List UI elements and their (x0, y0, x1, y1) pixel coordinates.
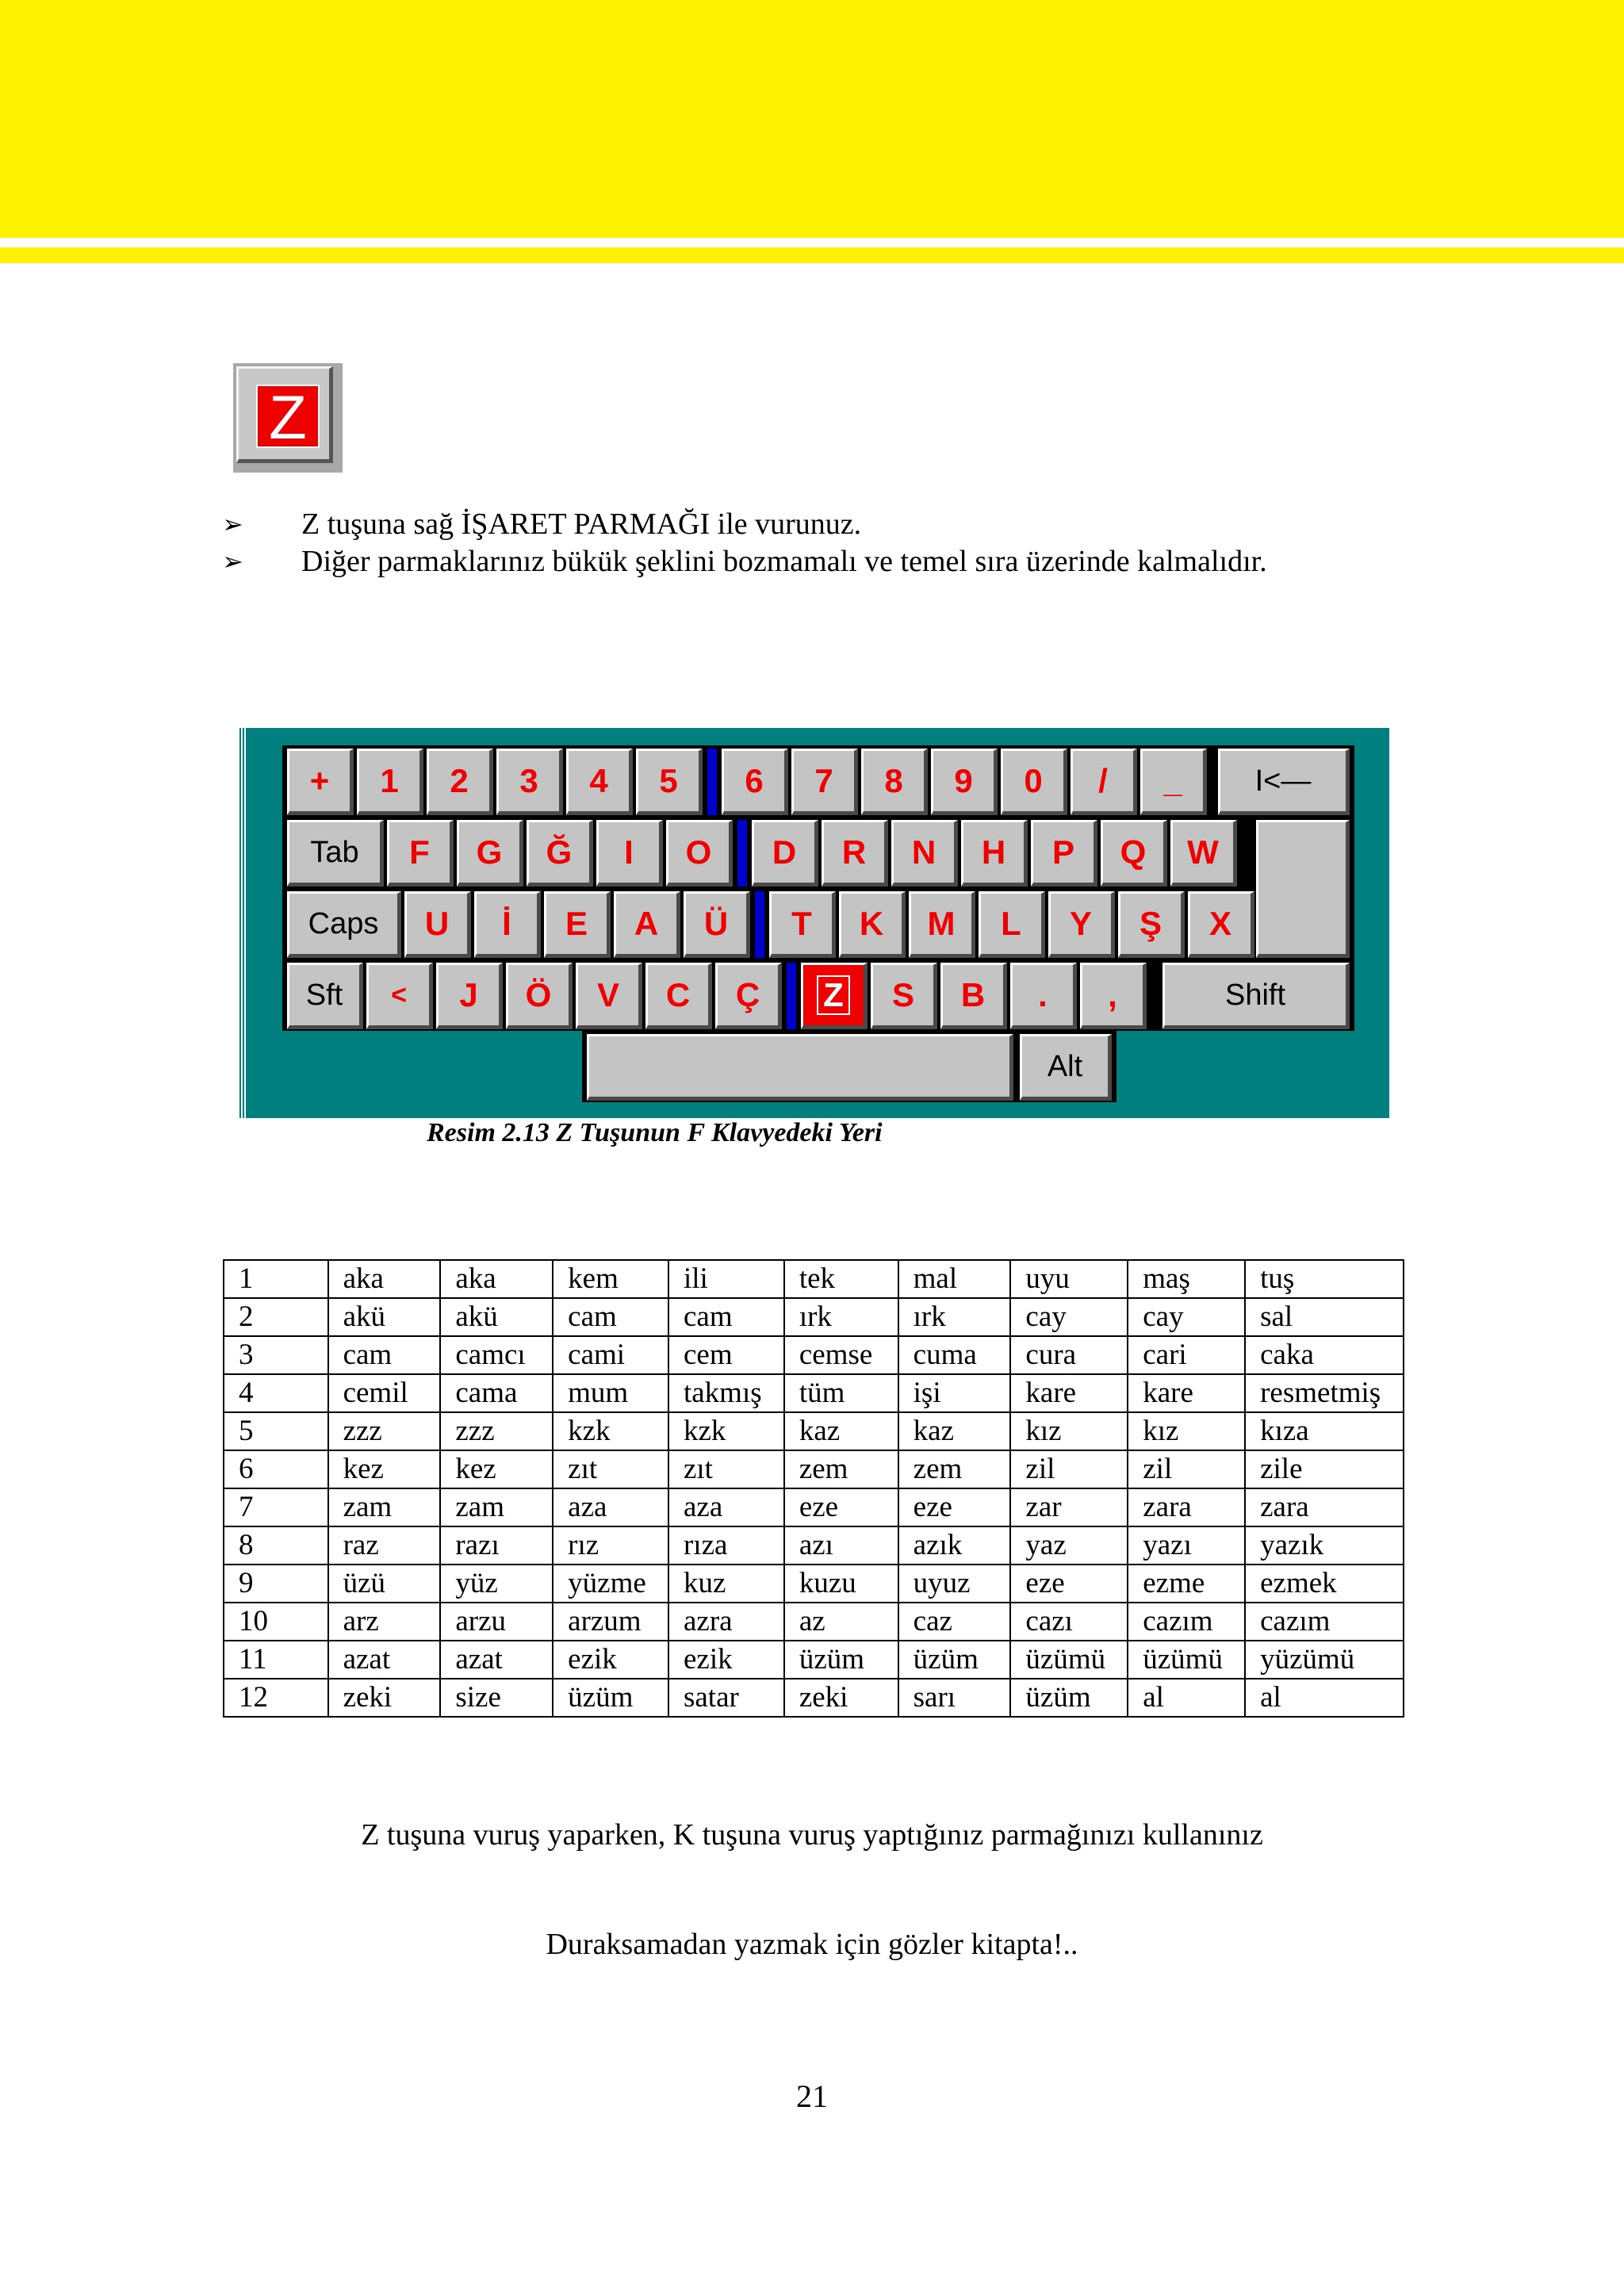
z-key-face: Z (256, 385, 320, 448)
word-cell: satar (668, 1679, 784, 1717)
word-cell: razı (440, 1526, 553, 1565)
hand-separator (737, 820, 747, 887)
word-cell: mum (553, 1374, 668, 1412)
word-cell: tüm (784, 1374, 898, 1412)
key-underscore: _ (1140, 749, 1207, 815)
word-cell: azık (898, 1526, 1011, 1565)
word-cell: uyuz (898, 1565, 1011, 1603)
word-cell: yüzümü (1245, 1641, 1404, 1679)
word-cell: maş (1128, 1260, 1245, 1298)
row-number-cell: 2 (224, 1298, 328, 1336)
word-cell: üzümü (1010, 1641, 1128, 1679)
z-key-icon (233, 363, 343, 473)
word-cell: azra (668, 1603, 784, 1641)
key-d: D (752, 820, 818, 887)
hand-separator (707, 749, 717, 815)
word-cell: zara (1128, 1488, 1245, 1526)
word-cell: cama (440, 1374, 553, 1412)
key-z-highlighted (801, 963, 868, 1029)
key-n: N (891, 820, 958, 887)
word-cell: kız (1128, 1412, 1245, 1450)
word-cell: zam (328, 1488, 441, 1526)
word-cell: azı (784, 1526, 898, 1565)
key-space (587, 1034, 1013, 1101)
key-dotted-i: İ (474, 891, 541, 958)
key-c-cedilla: Ç (715, 963, 782, 1029)
word-cell: yazık (1245, 1526, 1404, 1565)
word-cell: resmetmiş (1245, 1374, 1404, 1412)
word-cell: eze (898, 1488, 1011, 1526)
key-h: H (961, 820, 1028, 887)
key-b: B (940, 963, 1007, 1029)
key-y: Y (1048, 891, 1115, 958)
table-row (224, 1260, 1404, 1298)
word-cell: cam (553, 1298, 668, 1336)
word-cell: yüzme (553, 1565, 668, 1603)
word-cell: aka (440, 1260, 553, 1298)
word-cell: akü (328, 1298, 441, 1336)
word-cell: cay (1010, 1298, 1128, 1336)
word-cell: zıt (668, 1450, 784, 1488)
word-cell: sal (1245, 1298, 1404, 1336)
key-dotless-i: I (596, 820, 663, 887)
key-backspace: I<— (1218, 749, 1350, 815)
word-cell: cemil (328, 1374, 441, 1412)
table-row (224, 1374, 1404, 1412)
word-cell: al (1128, 1679, 1245, 1717)
row-number-cell: 1 (224, 1260, 328, 1298)
key-m: M (909, 891, 975, 958)
word-cell: raz (328, 1526, 441, 1565)
row-number-cell: 6 (224, 1450, 328, 1488)
key-8: 8 (861, 749, 928, 815)
row-number-cell: 8 (224, 1526, 328, 1565)
key-q: Q (1101, 820, 1167, 887)
key-x: X (1188, 891, 1254, 958)
key-enter (1256, 820, 1350, 958)
key-v: V (576, 963, 642, 1029)
key-e: E (544, 891, 611, 958)
row-number-cell: 11 (224, 1641, 328, 1679)
key-u-umlaut: Ü (684, 891, 750, 958)
hand-separator (787, 963, 796, 1029)
word-cell: rıza (668, 1526, 784, 1565)
word-cell: kez (440, 1450, 553, 1488)
table-row (224, 1450, 1404, 1488)
figure-caption: Resim 2.13 Z Tuşunun F Klavyedeki Yeri (427, 1118, 883, 1147)
word-cell: kuz (668, 1565, 784, 1603)
arrow-bullet-icon: ➢ (222, 546, 243, 576)
word-cell: sarı (898, 1679, 1011, 1717)
word-cell: cay (1128, 1298, 1245, 1336)
row-number-cell: 7 (224, 1488, 328, 1526)
word-cell: cemse (784, 1336, 898, 1374)
word-cell: cem (668, 1336, 784, 1374)
key-period: . (1010, 963, 1077, 1029)
key-caps: Caps (287, 891, 401, 958)
word-cell: zıt (553, 1450, 668, 1488)
list-item (222, 506, 1267, 543)
key-u: U (404, 891, 471, 958)
word-cell: azat (328, 1641, 441, 1679)
key-r: R (822, 820, 888, 887)
word-cell: zem (784, 1450, 898, 1488)
key-s: S (871, 963, 937, 1029)
z-key-rim (236, 366, 333, 463)
word-cell: cam (668, 1298, 784, 1336)
key-g: G (457, 820, 523, 887)
word-cell: kzk (668, 1412, 784, 1450)
word-cell: camcı (440, 1336, 553, 1374)
key-g-breve: Ğ (527, 820, 593, 887)
table-row (224, 1526, 1404, 1565)
table-row (224, 1298, 1404, 1336)
key-c: C (645, 963, 712, 1029)
key-slash: / (1071, 749, 1137, 815)
hand-separator (755, 891, 764, 958)
key-4: 4 (566, 749, 633, 815)
word-cell: size (440, 1679, 553, 1717)
word-cell: ezik (668, 1641, 784, 1679)
key-tab: Tab (287, 820, 384, 887)
key-o-umlaut: Ö (506, 963, 573, 1029)
word-cell: kaz (784, 1412, 898, 1450)
word-cell: ezme (1128, 1565, 1245, 1603)
word-cell: tuş (1245, 1260, 1404, 1298)
word-cell: zam (440, 1488, 553, 1526)
word-cell: aka (328, 1260, 441, 1298)
word-cell: zzz (440, 1412, 553, 1450)
word-cell: akü (440, 1298, 553, 1336)
word-cell: üzü (328, 1565, 441, 1603)
key-t: T (769, 891, 836, 958)
key-right-shift: Shift (1162, 963, 1350, 1029)
key-s-cedilla: Ş (1118, 891, 1185, 958)
word-cell: kez (328, 1450, 441, 1488)
row-number-cell: 12 (224, 1679, 328, 1717)
word-cell: zile (1245, 1450, 1404, 1488)
word-cell: üzümü (1128, 1641, 1245, 1679)
list-item (222, 543, 1267, 580)
word-cell: kare (1128, 1374, 1245, 1412)
word-cell: kem (553, 1260, 668, 1298)
word-cell: arzu (440, 1603, 553, 1641)
word-cell: aza (553, 1488, 668, 1526)
row-number-cell: 9 (224, 1565, 328, 1603)
word-cell: kuzu (784, 1565, 898, 1603)
word-cell: zem (898, 1450, 1011, 1488)
bullet-text: Z tuşuna sağ İŞARET PARMAĞI ile vurunuz. (301, 507, 862, 541)
word-cell: yüz (440, 1565, 553, 1603)
word-cell: zeki (784, 1679, 898, 1717)
word-cell: caka (1245, 1336, 1404, 1374)
key-3: 3 (496, 749, 563, 815)
practice-word-table (223, 1259, 1404, 1718)
key-7: 7 (791, 749, 858, 815)
word-cell: cam (328, 1336, 441, 1374)
key-k: K (839, 891, 906, 958)
instruction-list (222, 506, 1267, 580)
key-j: J (436, 963, 503, 1029)
word-cell: az (784, 1603, 898, 1641)
yellow-stripe (0, 247, 1624, 263)
table-row (224, 1603, 1404, 1641)
word-cell: üzüm (1010, 1679, 1128, 1717)
key-5: 5 (636, 749, 703, 815)
word-cell: zil (1010, 1450, 1128, 1488)
table-row (224, 1412, 1404, 1450)
word-cell: arzum (553, 1603, 668, 1641)
word-cell: ırk (898, 1298, 1011, 1336)
row-number-cell: 5 (224, 1412, 328, 1450)
table-row (224, 1336, 1404, 1374)
word-cell: ezmek (1245, 1565, 1404, 1603)
word-cell: aza (668, 1488, 784, 1526)
word-cell: yaz (1010, 1526, 1128, 1565)
word-cell: kare (1010, 1374, 1128, 1412)
f-keyboard-figure (238, 728, 1389, 1118)
key-less-than: < (366, 963, 433, 1029)
word-cell: eze (784, 1488, 898, 1526)
word-cell: zara (1245, 1488, 1404, 1526)
key-o: O (666, 820, 733, 887)
eyes-on-book-note: Duraksamadan yazmak için gözler kitapta!.. (546, 1928, 1078, 1961)
word-cell: cami (553, 1336, 668, 1374)
key-l: L (979, 891, 1045, 958)
word-cell: cari (1128, 1336, 1245, 1374)
table-row (224, 1565, 1404, 1603)
key-f: F (387, 820, 454, 887)
row-number-cell: 3 (224, 1336, 328, 1374)
key-w: W (1170, 820, 1237, 887)
table-row (224, 1488, 1404, 1526)
word-cell: üzüm (898, 1641, 1011, 1679)
word-cell: mal (898, 1260, 1011, 1298)
key-6: 6 (722, 749, 788, 815)
top-yellow-banner (0, 0, 1624, 238)
row-number-cell: 4 (224, 1374, 328, 1412)
word-cell: zzz (328, 1412, 441, 1450)
word-cell: zeki (328, 1679, 441, 1717)
key-a: A (614, 891, 680, 958)
word-cell: rız (553, 1526, 668, 1565)
word-cell: al (1245, 1679, 1404, 1717)
word-cell: uyu (1010, 1260, 1128, 1298)
arrow-bullet-icon: ➢ (222, 509, 243, 539)
key-comma: , (1080, 963, 1147, 1029)
key-9: 9 (931, 749, 998, 815)
word-cell: kız (1010, 1412, 1128, 1450)
word-cell: üzüm (553, 1679, 668, 1717)
word-cell: üzüm (784, 1641, 898, 1679)
word-cell: cazım (1245, 1603, 1404, 1641)
key-left-shift: Sft (287, 963, 363, 1029)
key-plus: + (287, 749, 354, 815)
word-cell: yazı (1128, 1526, 1245, 1565)
word-cell: tek (784, 1260, 898, 1298)
key-alt: Alt (1020, 1034, 1112, 1101)
word-cell: zar (1010, 1488, 1128, 1526)
row-number-cell: 10 (224, 1603, 328, 1641)
word-cell: kıza (1245, 1412, 1404, 1450)
word-cell: ırk (784, 1298, 898, 1336)
keyboard-edge-lines (238, 728, 247, 1118)
word-cell: işi (898, 1374, 1011, 1412)
word-cell: cura (1010, 1336, 1128, 1374)
key-1: 1 (357, 749, 423, 815)
key-z-label: Z (817, 975, 850, 1015)
word-cell: cuma (898, 1336, 1011, 1374)
word-cell: zil (1128, 1450, 1245, 1488)
word-cell: azat (440, 1641, 553, 1679)
word-cell: kzk (553, 1412, 668, 1450)
word-cell: kaz (898, 1412, 1011, 1450)
word-cell: caz (898, 1603, 1011, 1641)
word-cell: ezik (553, 1641, 668, 1679)
word-cell: takmış (668, 1374, 784, 1412)
bullet-text: Diğer parmaklarınız bükük şeklini bozmamalı ve temel sıra üzerinde kalmalıdır. (301, 545, 1267, 578)
word-cell: cazım (1128, 1603, 1245, 1641)
page-number: 21 (796, 2078, 828, 2114)
word-cell: cazı (1010, 1603, 1128, 1641)
word-cell: ili (668, 1260, 784, 1298)
key-0: 0 (1001, 749, 1067, 815)
table-row (224, 1641, 1404, 1679)
table-body (224, 1260, 1404, 1717)
word-cell: arz (328, 1603, 441, 1641)
table-row (224, 1679, 1404, 1717)
key-2: 2 (427, 749, 493, 815)
key-p: P (1031, 820, 1097, 887)
finger-note: Z tuşuna vuruş yaparken, K tuşuna vuruş yaptığınız parmağınızı kullanınız (361, 1818, 1263, 1852)
word-cell: eze (1010, 1565, 1128, 1603)
